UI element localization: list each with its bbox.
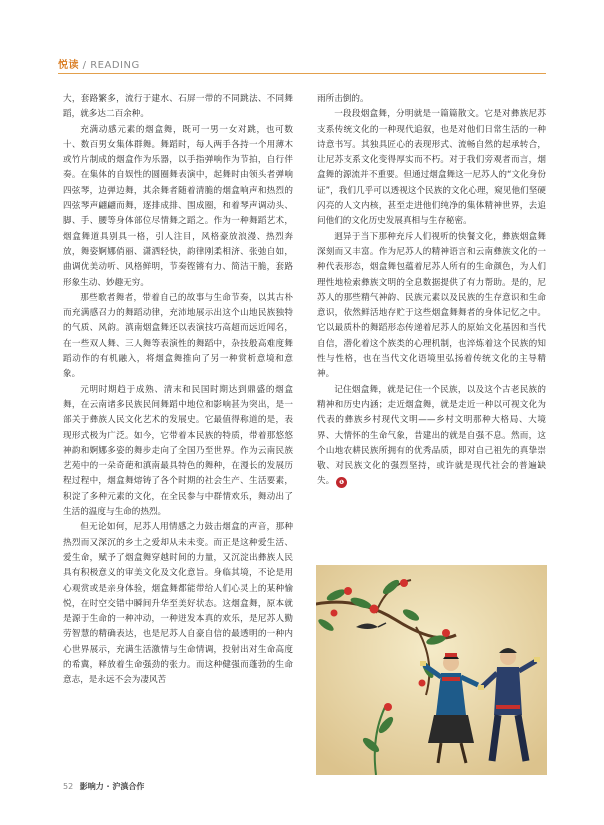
right-text-column [317,92,546,490]
paragraph: 大，套路繁多，流行于建水、石屏一带的不同跳法、不同舞蹈，就多达二百余种。 [63,94,293,120]
section-english: READING [90,60,140,71]
end-mark-icon: ❶ [336,477,347,488]
paragraph: 元明时期趋于成熟、清末和民国时期达到鼎盛的烟盒舞，在云南诸多民族民间舞蹈中地位和影响甚为突出，是一部关于彝族人民文化艺术的发展史。它最值得称道的是，表现形式极为广泛。如今，它带着本民族的特质，带着那悠悠神韵和婀娜多姿的舞步走向了全国乃至世界。作为云南民族艺苑中的一朵奇葩和滇南最具特色的舞种，在漫长的发展历程过程中，烟盒舞熔铸了各个时期的社会生产、生活要素，积淀了多种元素的文化，在全民参与中群情欢乐，舞动出了生活的温度与生命的热烈。 [63,384,293,518]
dance-painting [316,565,547,775]
header-rule [58,73,546,74]
header-separator: / [79,60,91,71]
paragraph: 迥异于当下那种充斥人们视听的快餐文化，彝族烟盒舞深刻而又丰富。作为尼苏人的精神语言和云南彝族文化的一种代表形态，烟盒舞包蕴着尼苏人所有的生命颜色，为人们理性地检索彝族文明的全息数据提供了有力帮助。是的，尼苏人的那些精气神韵、民族元素以及民族的生存意识和生命意识，依然鲜活地存贮于这些烟盒舞舞者的身体记忆之中。它以最质朴的舞蹈形态传递着尼苏人的原始文化基因和当代自信，潜化着这个族类的心理机制，也淬炼着这个民族的知性与性格，也在当代文化语境里弘扬着传统文化的主导精神。 [317,231,546,380]
paragraph: 充满动感元素的烟盒舞，既可一男一女对跳，也可数十、数百男女集体群舞。舞蹈时，每人两手各持一个用薄木或竹片制成的烟盒作为乐器，以手指弹响作为节拍，自行伴奏。在集体的自娱性的圆圈舞表演中，起舞时由领头者弹响四弦琴，边弹边舞，其余舞者随着清脆的烟盒响声和热烈的四弦琴声翩翩而舞，逐排成排、围成圈，和着琴声调动头、脚、手、腰等身体部位尽情舞之蹈之。作为一种舞蹈艺术，烟盒舞道具别具一格，引人注目，风格豪放浪漫、热烈奔放，舞姿婀娜俏丽、潇洒轻快，韵律刚柔相济、张弛自如，曲调优美动听、风格鲜明，节奏铿锵有力、简洁干脆，套路形象生动、妙趣无穷。 [63,124,293,288]
paragraph: 那些歌者舞者，带着自己的故事与生命节奏，以其古朴而充满感召力的舞蹈动律，充沛地展示出这个山地民族独特的气质、风韵。滇南烟盒舞还以表演技巧高超而远近闻名，在一些双人舞、三人舞等表演性的舞蹈中，杂技般高难度舞蹈动作的有机融入，将烟盒舞推向了另一种赏析意境和意象。 [63,292,293,380]
paragraph: 但无论如何，尼苏人用情感之力鼓击烟盒的声音，那种热烈而又深沉的乡土之爱却从未未变。而正是这种爱生活、爱生命，赋予了烟盒舞穿越时间的力量，又沉淀出彝族人民具有积极意义的审美文化及文化意旨。身临其境，不论是用心观赏或是亲身体验，烟盒舞都能带给人们心灵上的某种愉悦，在时空交错中瞬间升华至美好状态。这烟盒舞，原本就是源于生命的一种冲动，一种迸发本真的欢乐，是尼苏人勤劳智慧的精确表达，也是尼苏人自豪自信的最透明的一种内心世界展示，充满生活激情与生命情调，投射出对生命高度的希冀，释放着生命强劲的张力。而这种健强而蓬勃的生命意志，是永远不会为凄风苦 [63,522,293,686]
page-footer [63,781,144,792]
paragraph: 雨所击倒的。 [317,94,369,104]
paragraph [317,383,546,490]
left-text-column [63,92,293,689]
paragraph-text: 记住烟盒舞，就是记住一个民族，以及这个古老民族的精神和历史内涵；走近烟盒舞，就是走近一种以可视文化为代表的彝族乡村现代文明——乡村文明那种大格局、大境界、大情怀的生命气象，昔建出的就是自强不息。然而，这个山地农耕民族所拥有的优秀品质，即对自己祖先的真挚崇敬、对民族文化的强烈坚持，或许就是现代社会的普遍缺失。 [317,384,546,487]
magazine-name: 影响力 · 沪滇合作 [79,782,145,791]
paragraph: 一段段烟盒舞，分明就是一篇篇散文。它是对彝族尼苏支系传统文化的一种现代追叙，也是对他们日常生活的一种诗意书写。其独具匠心的表现形式、流畅自然的起承转合，让尼苏支系文化变得厚实而不朽。对于我们旁观者而言，烟盒舞的源流并不重要。但通过烟盒舞这一尼苏人的“文化身份证”，我们几乎可以透视这个民族的文化心理，窥见他们坚硬闪亮的人文内核，甚至走进他们纯净的集体精神世界，去追问他们的文化历史发展真相与生存秘密。 [317,109,546,227]
painting-illustration [316,565,547,775]
page-number: 52 [63,782,74,791]
section-title: 悦读 [58,60,79,71]
section-header [58,56,140,71]
